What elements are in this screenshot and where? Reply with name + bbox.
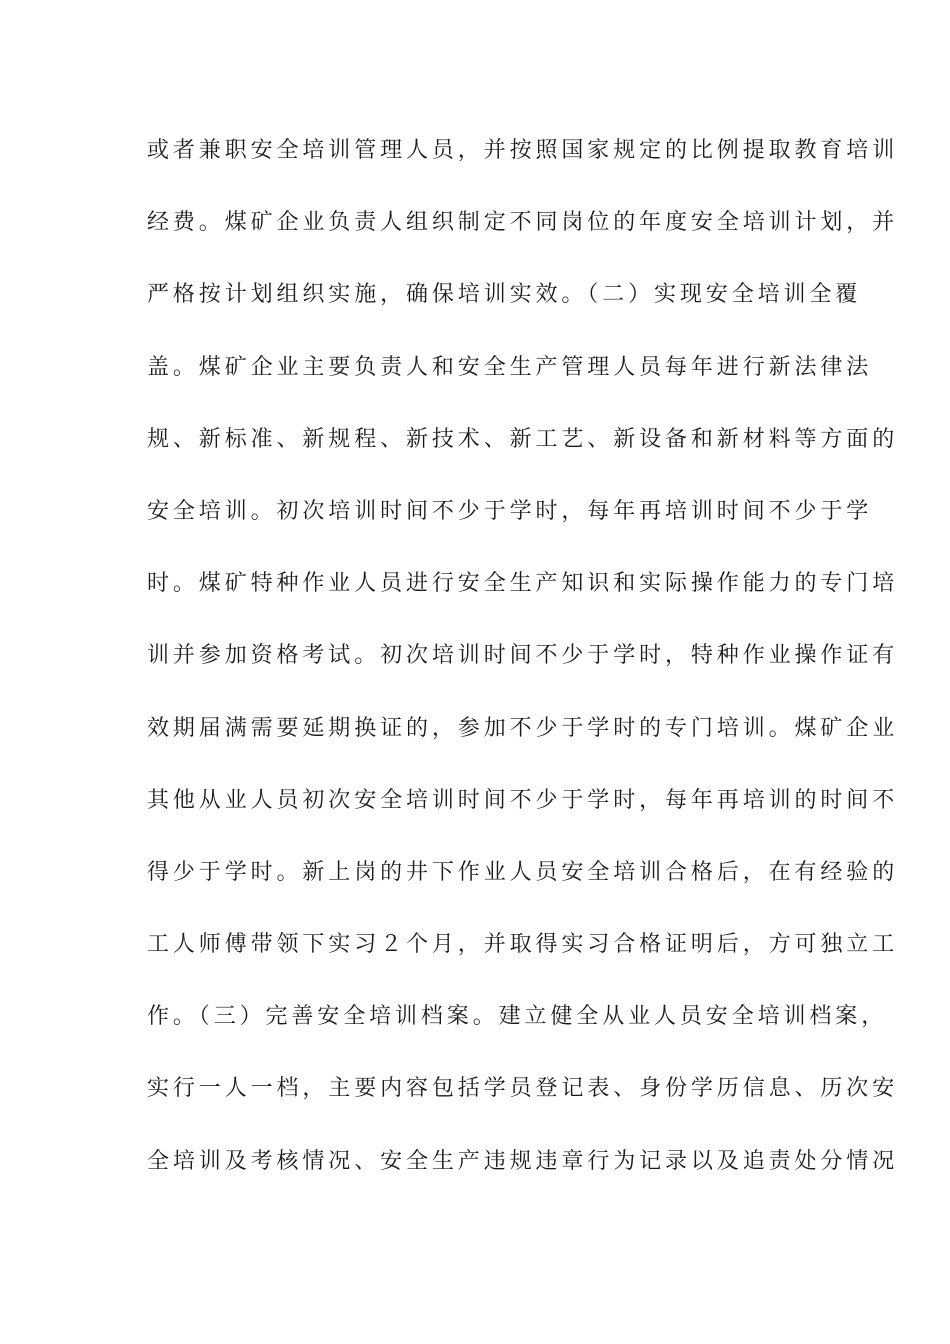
body-text bbox=[147, 131, 899, 1214]
text-line: 效期届满需要延期换证的，参加不少于学时的专门培训。煤矿企业 bbox=[147, 715, 899, 741]
text-line: 其他从业人员初次安全培训时间不少于学时，每年再培训的时间不 bbox=[147, 787, 899, 813]
text-line: 作。（三）完善安全培训档案。建立健全从业人员安全培训档案， bbox=[147, 1004, 888, 1030]
text-line: 时。煤矿特种作业人员进行安全生产知识和实际操作能力的专门培 bbox=[147, 571, 899, 597]
text-line: 全培训及考核情况、安全生产违规违章行为记录以及追责处分情况 bbox=[147, 1148, 899, 1174]
text-line: 实行一人一档，主要内容包括学员登记表、身份学历信息、历次安 bbox=[147, 1076, 899, 1102]
text-line: 或者兼职安全培训管理人员，并按照国家规定的比例提取教育培训 bbox=[147, 138, 899, 163]
text-line: 得少于学时。新上岗的井下作业人员安全培训合格后，在有经验的 bbox=[147, 859, 899, 885]
text-line: 经费。煤矿企业负责人组织制定不同岗位的年度安全培训计划，并 bbox=[147, 210, 899, 236]
text-line: 训并参加资格考试。初次培训时间不少于学时，特种作业操作证有 bbox=[147, 643, 899, 669]
text-line: 严格按计划组织实施，确保培训实效。（二）实现安全培训全覆 bbox=[147, 282, 862, 308]
text-line: 安全培训。初次培训时间不少于学时，每年再培训时间不少于学 bbox=[147, 498, 873, 524]
text-line: 盖。煤矿企业主要负责人和安全生产管理人员每年进行新法律法 bbox=[147, 354, 873, 380]
text-line: 规、新标准、新规程、新技术、新工艺、新设备和新材料等方面的 bbox=[147, 426, 899, 452]
text-line: 工人师傅带领下实习２个月，并取得实习合格证明后，方可独立工 bbox=[147, 932, 899, 958]
